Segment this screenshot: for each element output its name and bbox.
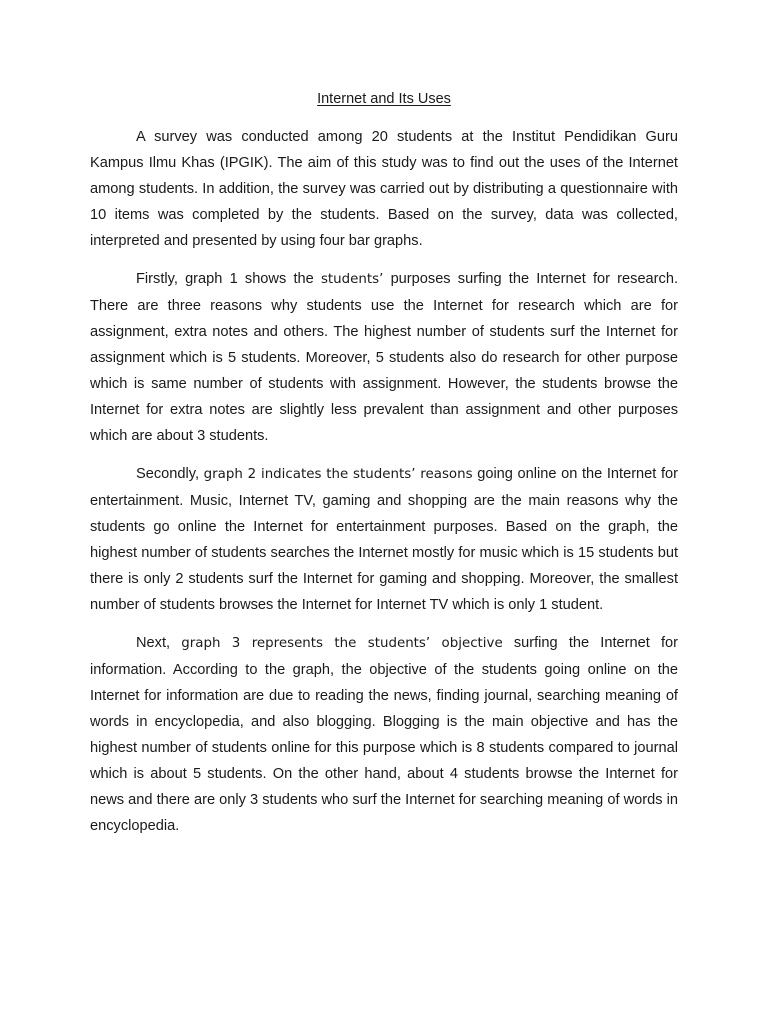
paragraph-graph-3 bbox=[90, 630, 678, 839]
paragraph-graph-2-lead: Secondly, bbox=[136, 466, 204, 482]
document-body bbox=[90, 124, 678, 851]
document-title: Internet and Its Uses bbox=[317, 91, 451, 107]
paragraph-graph-1 bbox=[90, 266, 678, 449]
paragraph-graph-3-rest: surfing the Internet for information. According to the graph, the objective of the students going online on the Internet for information are due to reading the news, finding journal, searching meaning of words in encyclopedia, and also blogging. Blogging is the main objective and has the highest number of students online for this purpose which is 8 students compared to journal which is about 5 students. On the other hand, about 4 students browse the Internet for news and there are only 3 students who surf the Internet for searching meaning of words in encyclopedia. bbox=[90, 635, 678, 834]
paragraph-graph-2-rest: going online on the Internet for entertainment. Music, Internet TV, gaming and shopping are the main reasons why the students go online the Internet for entertainment purposes. Based on the graph, the highest number of students searches the Internet mostly for music which is 15 students but there is only 2 students surf the Internet for gaming and shopping. Moreover, the smallest number of students browses the Internet for Internet TV which is only 1 student. bbox=[90, 466, 678, 613]
paragraph-graph-3-highlight: graph 3 represents the students’ objective bbox=[181, 636, 503, 651]
paragraph-graph-1-highlight: students’ bbox=[320, 272, 384, 287]
paragraph-graph-2-highlight: graph 2 indicates the students’ reasons bbox=[203, 467, 473, 482]
paragraph-graph-3-lead: Next, bbox=[136, 635, 182, 651]
paragraph-graph-1-rest: purposes surfing the Internet for research. There are three reasons why students use the Internet for research which are for assignment, extra notes and others. The highest number of students surf the Internet for assignment which is 5 students. Moreover, 5 students also do research for other purpose which is same number of students with assignment. However, the students browse the Internet for extra notes are slightly less prevalent than assignment and other purposes which are about 3 students. bbox=[90, 271, 678, 444]
paragraph-graph-2 bbox=[90, 461, 678, 618]
paragraph-intro: A survey was conducted among 20 students at the Institut Pendidikan Guru Kampus Ilmu Khas (IPGIK). The aim of this study was to find out the uses of the Internet among students. In addition, the survey was carried out by distributing a questionnaire with 10 items was completed by the students. Based on the survey, data was collected, interpreted and presented by using four bar graphs. bbox=[90, 129, 678, 249]
paragraph-graph-1-lead: Firstly, graph 1 shows the bbox=[136, 271, 321, 287]
